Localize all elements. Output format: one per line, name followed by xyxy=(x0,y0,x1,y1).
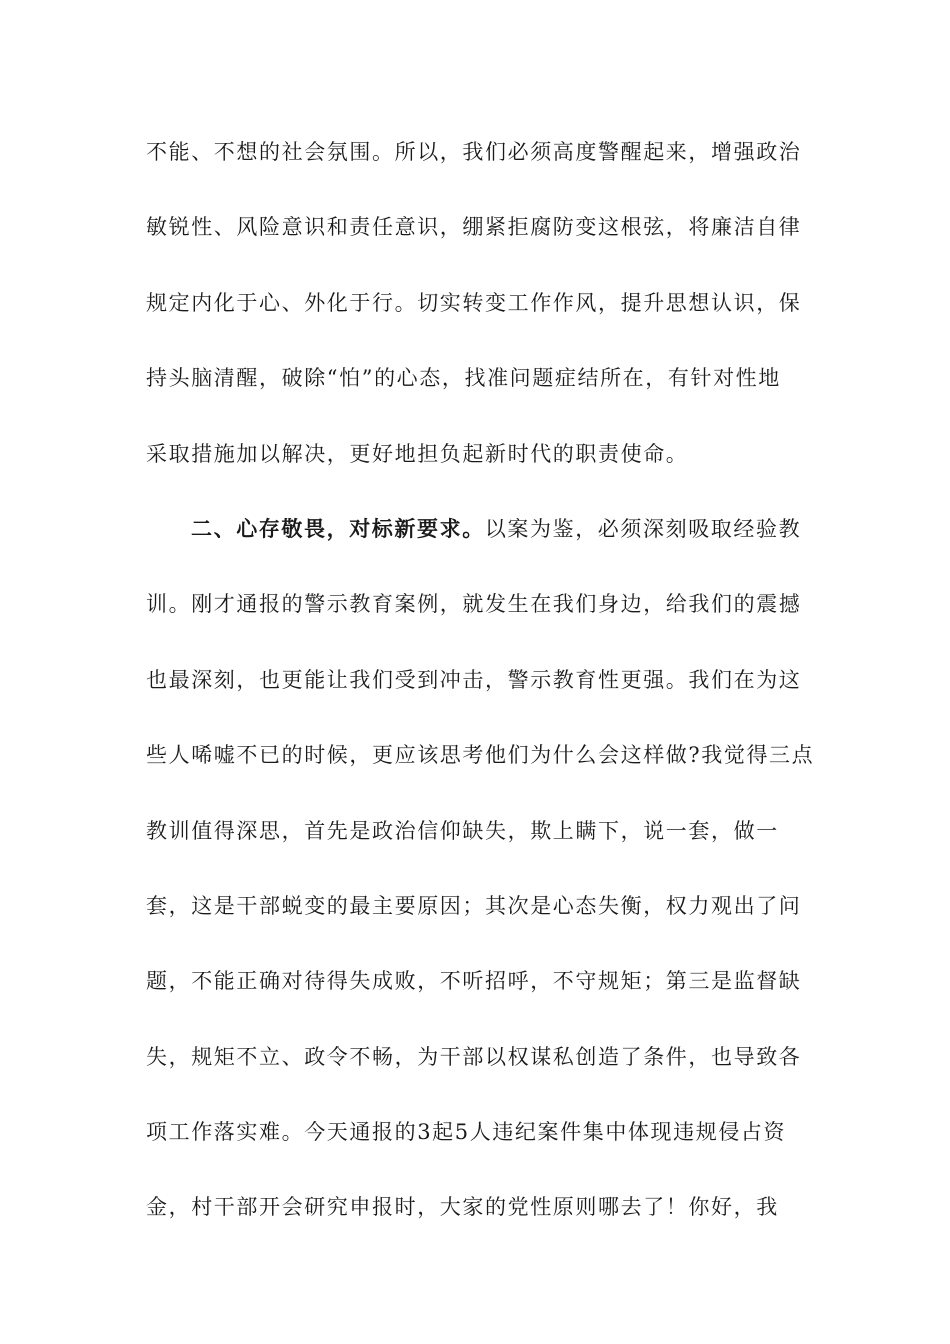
paragraph-1 xyxy=(146,132,806,509)
text-line: 训。刚才通报的警示教育案例，就发生在我们身边，给我们的震撼 xyxy=(146,592,802,617)
text-line: 失，规矩不立、政令不畅，为干部以权谋私创造了条件，也导致各 xyxy=(146,1044,802,1069)
text-line: 套，这是干部蜕变的最主要原因；其次是心态失衡，权力观出了问 xyxy=(146,893,802,918)
text-line: 也最深刻，也更能让我们受到冲击，警示教育性更强。我们在为这 xyxy=(146,667,802,692)
text-line: 教训值得深思，首先是政治信仰缺失，欺上瞒下，说一套，做一 xyxy=(146,818,779,843)
text-line: 些人唏嘘不已的时候，更应该思考他们为什么会这样做?我觉得三点 xyxy=(146,743,815,768)
text-line: 规定内化于心、外化于行。切实转变工作作风，提升思想认识，保 xyxy=(146,290,802,315)
section-heading: 二、心存敬畏，对标新要求。 xyxy=(191,515,485,541)
text-line: 不能、不想的社会氛围。所以，我们必须高度警醒起来，增强政治 xyxy=(146,140,802,164)
paragraph-2 xyxy=(146,509,815,1263)
text-line: 采取措施加以解决，更好地担负起新时代的职责使命。 xyxy=(146,441,689,466)
text-line: 题，不能正确对待得失成败，不听招呼，不守规矩；第三是监督缺 xyxy=(146,969,802,994)
text-span: 以案为鉴，必须深刻吸取经验教 xyxy=(484,516,802,541)
text-line: 金，村干部开会研究申报时，大家的党性原则哪去了！你好，我 xyxy=(146,1195,779,1220)
document-body xyxy=(146,132,815,1263)
text-line: 持头脑清醒，破除“怕”的心态，找准问题症结所在，有针对性地 xyxy=(146,366,781,391)
text-line: 项工作落实难。今天通报的3起5人违纪案件集中体现违规侵占资 xyxy=(146,1120,787,1145)
text-line: 敏锐性、风险意识和责任意识，绷紧拒腐防变这根弦，将廉洁自律 xyxy=(146,215,802,240)
paragraph-first-line xyxy=(146,509,806,584)
